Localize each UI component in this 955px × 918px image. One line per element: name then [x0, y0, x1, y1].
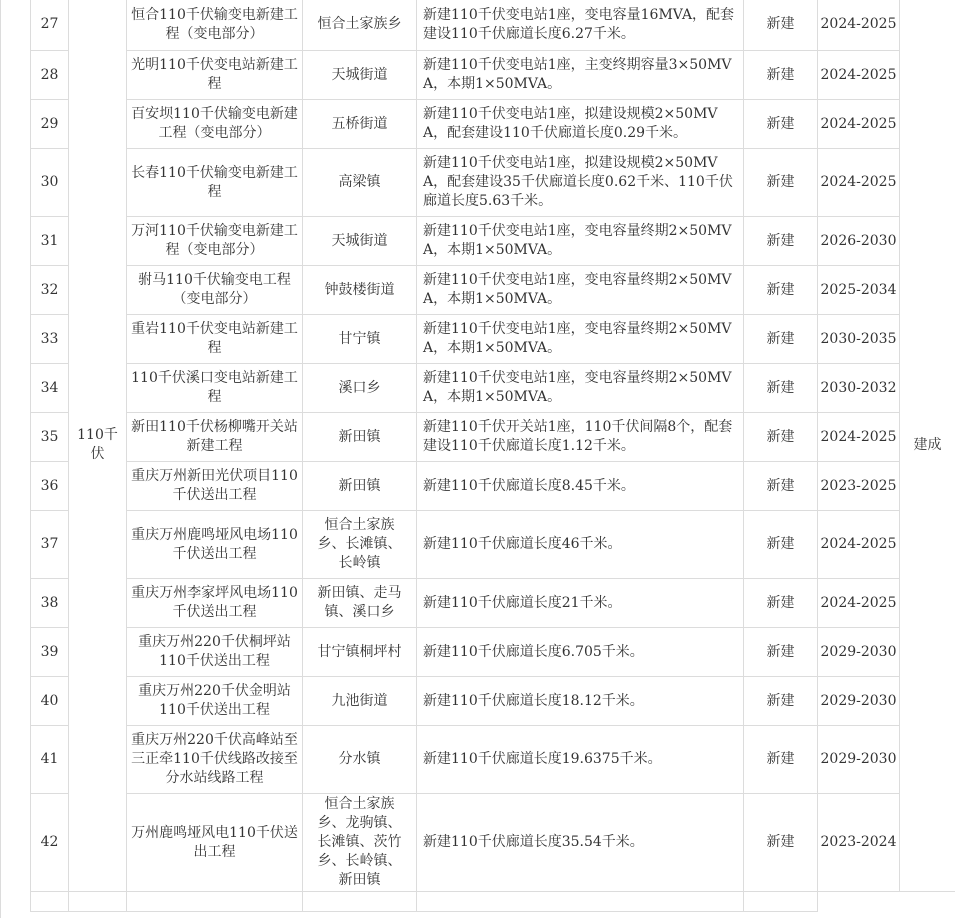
table-row: [31, 511, 955, 579]
row-number-cell: 29: [31, 100, 69, 149]
table-row: [31, 100, 955, 149]
table-row: [31, 0, 955, 51]
empty-cell: [127, 892, 303, 912]
construction-period-cell: 2029-2030: [818, 726, 900, 794]
construction-type-cell: 新建: [744, 0, 818, 51]
project-name-cell: 百安坝110千伏输变电新建工程（变电部分）: [127, 100, 303, 149]
construction-type-cell: 新建: [744, 364, 818, 413]
construction-scope-cell: 新建110千伏变电站1座，拟建设规模2×50MVA，配套建设110千伏廊道长度0.29千米。: [417, 100, 744, 149]
table-row: [31, 794, 955, 892]
construction-type-cell: 新建: [744, 413, 818, 462]
construction-scope-cell: 新建110千伏廊道长度21千米。: [417, 579, 744, 628]
voltage-category-cell: 110千伏: [69, 0, 127, 892]
row-number-cell: 39: [31, 628, 69, 677]
construction-period-cell: 2026-2030: [818, 217, 900, 266]
construction-period-cell: 2025-2034: [818, 266, 900, 315]
construction-scope-cell: 新建110千伏变电站1座，变电容量16MVA，配套建设110千伏廊道长度6.27千米。: [417, 0, 744, 51]
project-name-cell: 重庆万州李家坪风电场110千伏送出工程: [127, 579, 303, 628]
project-name-cell: 重岩110千伏变电站新建工程: [127, 315, 303, 364]
row-number-cell: 41: [31, 726, 69, 794]
table-row: [31, 51, 955, 100]
location-cell: 新田镇: [303, 462, 417, 511]
table-row: [31, 462, 955, 511]
construction-scope-cell: 新建110千伏变电站1座，拟建设规模2×50MVA，配套建设35千伏廊道长度0.62千米、110千伏廊道长度5.63千米。: [417, 149, 744, 217]
project-name-cell: 重庆万州220千伏桐坪站110千伏送出工程: [127, 628, 303, 677]
construction-scope-cell: 新建110千伏廊道长度35.54千米。: [417, 794, 744, 892]
construction-type-cell: 新建: [744, 628, 818, 677]
project-name-cell: 光明110千伏变电站新建工程: [127, 51, 303, 100]
construction-type-cell: 新建: [744, 100, 818, 149]
page-left-border: [0, 0, 1, 918]
construction-type-cell: 新建: [744, 217, 818, 266]
construction-type-cell: 新建: [744, 794, 818, 892]
table-row: [31, 413, 955, 462]
project-name-cell: 重庆万州新田光伏项目110千伏送出工程: [127, 462, 303, 511]
table-row: [31, 628, 955, 677]
location-cell: 分水镇: [303, 726, 417, 794]
construction-period-cell: 2023-2024: [818, 794, 900, 892]
location-cell: 天城街道: [303, 217, 417, 266]
construction-period-cell: 2024-2025: [818, 51, 900, 100]
construction-scope-cell: 新建110千伏廊道长度46千米。: [417, 511, 744, 579]
construction-scope-cell: 新建110千伏变电站1座，主变终期容量3×50MVA，本期1×50MVA。: [417, 51, 744, 100]
construction-scope-cell: 新建110千伏变电站1座，变电容量终期2×50MVA，本期1×50MVA。: [417, 315, 744, 364]
location-cell: 高梁镇: [303, 149, 417, 217]
row-number-cell: 42: [31, 794, 69, 892]
location-cell: 甘宁镇桐坪村: [303, 628, 417, 677]
table-row: [31, 579, 955, 628]
table-row: [31, 364, 955, 413]
row-number-cell: 35: [31, 413, 69, 462]
construction-period-cell: 2024-2025: [818, 579, 900, 628]
construction-scope-cell: 新建110千伏变电站1座，变电容量终期2×50MVA，本期1×50MVA。: [417, 364, 744, 413]
empty-cell: [31, 892, 69, 912]
construction-period-cell: 2023-2025: [818, 462, 900, 511]
table-row: [31, 315, 955, 364]
row-number-cell: 37: [31, 511, 69, 579]
table-row: [31, 677, 955, 726]
row-number-cell: 40: [31, 677, 69, 726]
row-number-cell: 31: [31, 217, 69, 266]
construction-scope-cell: 新建110千伏廊道长度19.6375千米。: [417, 726, 744, 794]
construction-scope-cell: 新建110千伏变电站1座，变电容量终期2×50MVA，本期1×50MVA。: [417, 266, 744, 315]
project-table: [30, 0, 955, 912]
construction-type-cell: 新建: [744, 462, 818, 511]
table-row: [31, 217, 955, 266]
row-number-cell: 38: [31, 579, 69, 628]
empty-cell: [69, 892, 127, 912]
empty-cell: [417, 892, 744, 912]
construction-type-cell: 新建: [744, 51, 818, 100]
construction-period-cell: 2024-2025: [818, 511, 900, 579]
project-name-cell: 重庆万州220千伏金明站110千伏送出工程: [127, 677, 303, 726]
row-number-cell: 27: [31, 0, 69, 51]
row-number-cell: 33: [31, 315, 69, 364]
construction-period-cell: 2024-2025: [818, 413, 900, 462]
table-row: [31, 266, 955, 315]
row-number-cell: 28: [31, 51, 69, 100]
table-row: [31, 149, 955, 217]
location-cell: 溪口乡: [303, 364, 417, 413]
construction-scope-cell: 新建110千伏变电站1座，变电容量终期2×50MVA，本期1×50MVA。: [417, 217, 744, 266]
construction-scope-cell: 新建110千伏廊道长度6.705千米。: [417, 628, 744, 677]
location-cell: 新田镇、走马镇、溪口乡: [303, 579, 417, 628]
construction-type-cell: 新建: [744, 726, 818, 794]
row-number-cell: 32: [31, 266, 69, 315]
project-name-cell: 重庆万州220千伏高峰站至三正牵110千伏线路改接至分水站线路工程: [127, 726, 303, 794]
project-name-cell: 万河110千伏输变电新建工程（变电部分）: [127, 217, 303, 266]
row-number-cell: 30: [31, 149, 69, 217]
construction-period-cell: 2024-2025: [818, 0, 900, 51]
construction-type-cell: 新建: [744, 266, 818, 315]
location-cell: 九池街道: [303, 677, 417, 726]
row-number-cell: 36: [31, 462, 69, 511]
empty-cell: [303, 892, 417, 912]
project-name-cell: 新田110千伏杨柳嘴开关站新建工程: [127, 413, 303, 462]
construction-type-cell: 新建: [744, 677, 818, 726]
table-row-partial: [31, 892, 955, 912]
construction-type-cell: 新建: [744, 579, 818, 628]
location-cell: 钟鼓楼街道: [303, 266, 417, 315]
empty-cell: [744, 892, 818, 912]
row-number-cell: 34: [31, 364, 69, 413]
table-row: [31, 726, 955, 794]
project-name-cell: 恒合110千伏输变电新建工程（变电部分）: [127, 0, 303, 51]
construction-type-cell: 新建: [744, 149, 818, 217]
project-name-cell: 长春110千伏输变电新建工程: [127, 149, 303, 217]
location-cell: 恒合土家族乡、龙驹镇、长滩镇、茨竹乡、长岭镇、新田镇: [303, 794, 417, 892]
project-name-cell: 驸马110千伏输变电工程（变电部分）: [127, 266, 303, 315]
construction-scope-cell: 新建110千伏廊道长度8.45千米。: [417, 462, 744, 511]
location-cell: 恒合土家族乡: [303, 0, 417, 51]
construction-type-cell: 新建: [744, 511, 818, 579]
construction-period-cell: 2030-2035: [818, 315, 900, 364]
project-name-cell: 重庆万州鹿鸣垭风电场110千伏送出工程: [127, 511, 303, 579]
location-cell: 天城街道: [303, 51, 417, 100]
location-cell: 五桥街道: [303, 100, 417, 149]
location-cell: 新田镇: [303, 413, 417, 462]
construction-scope-cell: 新建110千伏开关站1座，110千伏间隔8个，配套建设110千伏廊道长度1.12千米。: [417, 413, 744, 462]
location-cell: 甘宁镇: [303, 315, 417, 364]
construction-type-cell: 新建: [744, 315, 818, 364]
construction-period-cell: 2029-2030: [818, 677, 900, 726]
project-name-cell: 万州鹿鸣垭风电110千伏送出工程: [127, 794, 303, 892]
construction-period-cell: 2024-2025: [818, 149, 900, 217]
remark-cell: 建成: [900, 0, 955, 892]
location-cell: 恒合土家族乡、长滩镇、长岭镇: [303, 511, 417, 579]
project-name-cell: 110千伏溪口变电站新建工程: [127, 364, 303, 413]
construction-period-cell: 2030-2032: [818, 364, 900, 413]
construction-period-cell: 2029-2030: [818, 628, 900, 677]
construction-scope-cell: 新建110千伏廊道长度18.12千米。: [417, 677, 744, 726]
construction-period-cell: 2024-2025: [818, 100, 900, 149]
